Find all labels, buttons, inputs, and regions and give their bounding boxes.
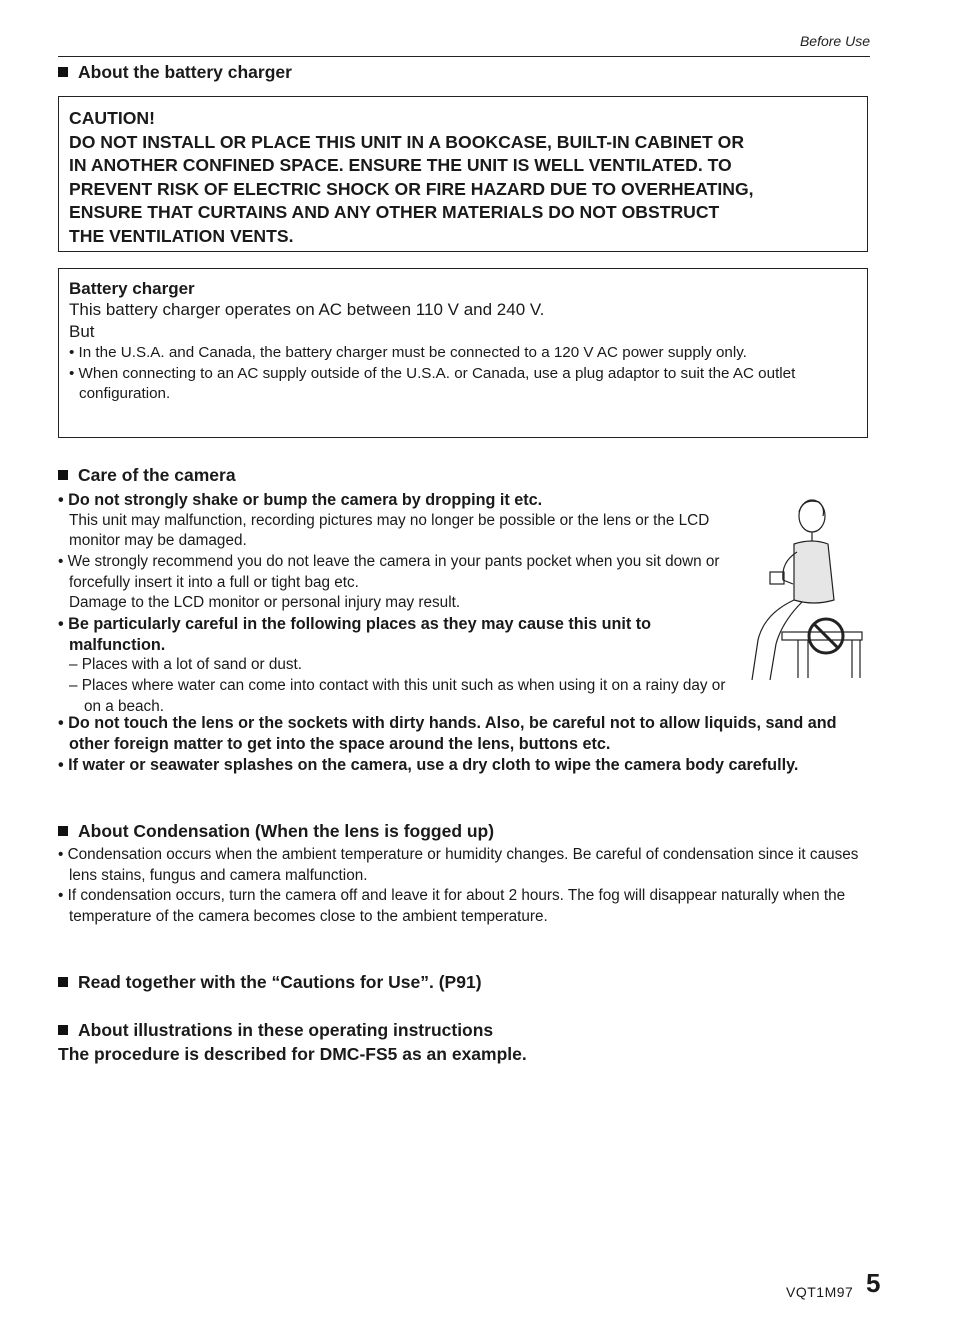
caution-line: PREVENT RISK OF ELECTRIC SHOCK OR FIRE HAZARD DUE TO OVERHEATING, [69,178,754,199]
condensation-bullet: • Condensation occurs when the ambient temperature or humidity changes. Be careful of condensation since it causes lens stains, fungus and camera malfunction. [58,846,859,884]
battery-charger-box [58,268,868,438]
caution-title: CAUTION! [69,108,156,128]
sitting-person-pocket-illustration [742,494,866,684]
charger-voltage-text: This battery charger operates on AC between 110 V and 240 V. [69,300,545,319]
condensation-bullet: • If condensation occurs, turn the camera off and leave it for about 2 hours. The fog will disappear naturally when the temperature of the camera becomes close to the ambient temperature. [58,887,846,925]
header-rule [58,56,870,57]
caution-box [58,96,868,252]
model-code: VQT1M97 [786,1284,854,1300]
section-label: Before Use [799,33,870,49]
care-list-continued [58,713,870,775]
charger-bullet: • When connecting to an AC supply outside of the U.S.A. or Canada, use a plug adaptor to suit the AC outlet configuration. [69,364,796,402]
bullet-square-icon [58,1025,68,1035]
caution-line: THE VENTILATION VENTS. [69,225,294,246]
charger-title: Battery charger [69,279,195,298]
procedure-note: The procedure is described for DMC-FS5 as an example. [58,1044,527,1064]
bullet-square-icon [58,977,68,987]
condensation-list [58,845,870,927]
care-bullet: • Do not strongly shake or bump the camera by dropping it etc. [58,491,543,509]
care-bullet: • We strongly recommend you do not leave the camera in your pants pocket when you sit down or forcefully insert it into a full or tight bag etc. [58,552,720,591]
care-list [58,490,738,717]
care-heading: Care of the camera [58,464,236,486]
caution-line: DO NOT INSTALL OR PLACE THIS UNIT IN A BOOKCASE, BUILT-IN CABINET OR [69,131,745,152]
bullet-square-icon [58,826,68,836]
battery-charger-heading: About the battery charger [58,61,292,83]
caution-line: ENSURE THAT CURTAINS AND ANY OTHER MATERIALS DO NOT OBSTRUCT [69,202,720,222]
care-dash-item: – Places with a lot of sand or dust. [69,656,302,674]
condensation-heading: About Condensation (When the lens is fogged up) [58,820,494,842]
charger-bullet: • In the U.S.A. and Canada, the battery charger must be connected to a 120 V AC power supply only. [69,344,747,361]
bullet-square-icon [58,67,68,77]
read-together-heading: Read together with the “Cautions for Use”. (P91) [58,971,482,993]
charger-but-text: But [69,322,95,341]
care-bullet-text: Damage to the LCD monitor or personal injury may result. [69,594,461,612]
caution-line: IN ANOTHER CONFINED SPACE. ENSURE THE UNIT IS WELL VENTILATED. TO [69,155,732,175]
care-bullet: • Do not touch the lens or the sockets with dirty hands. Also, be careful not to allow liquids, sand and other foreign matter to get into the space around the lens, buttons etc. [58,714,837,753]
care-bullet: • If water or seawater splashes on the camera, use a dry cloth to wipe the camera body carefully. [58,755,799,774]
illustrations-heading: About illustrations in these operating instructions [58,1019,493,1041]
page-number: 5 [866,1268,881,1298]
bullet-square-icon [58,470,68,480]
care-bullet: • Be particularly careful in the following places as they may cause this unit to malfunction. [58,614,652,654]
care-dash-item: – Places where water can come into contact with this unit such as when using it on a rainy day or on a beach. [69,676,726,715]
care-bullet-text: This unit may malfunction, recording pictures may no longer be possible or the lens or the LCD monitor may be damaged. [69,511,710,550]
